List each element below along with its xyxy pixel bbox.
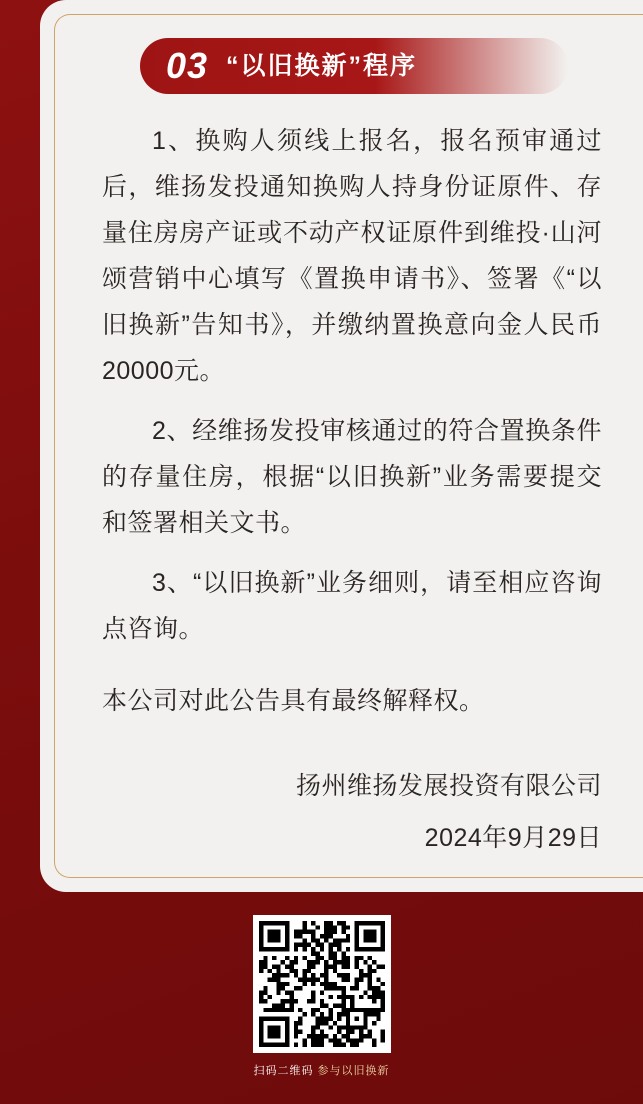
section-title: “以旧换新”程序 xyxy=(226,51,418,80)
signature-company: 扬州维扬发展投资有限公司 xyxy=(295,772,602,800)
qr-caption-right: 参与以旧换新 xyxy=(317,1065,390,1077)
signature-block xyxy=(102,760,602,864)
section-heading xyxy=(140,38,568,94)
paragraph-1: 1、换购人须线上报名，报名预审通过后，维扬发投通知换购人持身份证原件、存量住房房产证或不动产权证原件到维投·山河颂营销中心填写《置换申请书》、签署《“以旧换新”告知书》，并缴纳置换意向金人民币20000元。 xyxy=(102,127,602,385)
signature-date: 2024年9月29日 xyxy=(424,824,602,852)
qr-code-icon[interactable] xyxy=(259,921,385,1047)
qr-caption-left: 扫码二维码 xyxy=(253,1065,314,1077)
paragraph-2: 2、经维扬发投审核通过的符合置换条件的存量住房，根据“以旧换新”业务需要提交和签署相关文书。 xyxy=(102,417,602,537)
paragraph-3: 3、“以旧换新”业务细则，请至相应咨询点咨询。 xyxy=(102,569,602,643)
content-card-wrapper xyxy=(40,0,643,900)
body-text xyxy=(102,118,602,724)
qr-caption xyxy=(253,1062,389,1078)
qr-block xyxy=(0,915,643,1078)
qr-frame xyxy=(253,915,391,1053)
section-number: 03 xyxy=(166,45,209,86)
final-note: 本公司对此公告具有最终解释权。 xyxy=(102,687,485,715)
